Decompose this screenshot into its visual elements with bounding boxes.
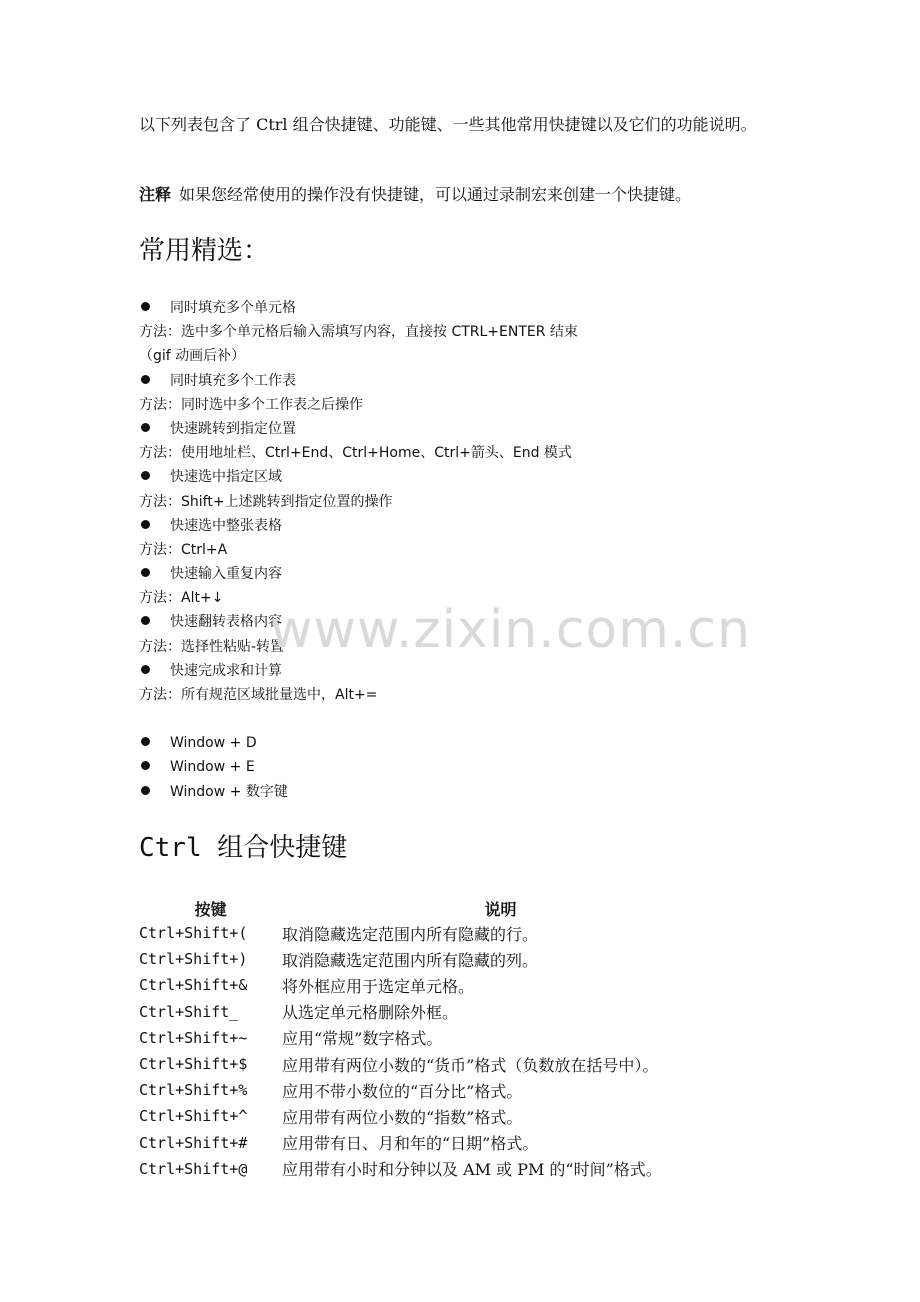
item-text: 方法：Shift+上述跳转到指定位置的操作 (139, 493, 393, 510)
shortcut-description: 应用带有两位小数的“货币”格式（负数放在括号中）。 (282, 1055, 659, 1075)
list-item (139, 562, 839, 586)
shortcut-key: Ctrl+Shift+@ (139, 1159, 248, 1178)
watermark: www.zixin.com.cn (270, 600, 751, 660)
shortcut-key: Ctrl+Shift+$ (139, 1055, 248, 1074)
bullet-icon (141, 423, 150, 432)
shortcut-description: 将外框应用于选定单元格。 (282, 976, 475, 996)
shortcut-description: 应用不带小数位的“百分比”格式。 (282, 1081, 523, 1101)
list-item (139, 731, 839, 755)
list-item (139, 659, 839, 683)
item-text: 快速跳转到指定位置 (170, 420, 296, 437)
item-text: 方法：Alt+↓ (139, 590, 224, 607)
item-text: （gif 动画后补） (139, 348, 246, 365)
intro-paragraph: 以下列表包含了 Ctrl 组合快捷键、功能键、一些其他常用快捷键以及它们的功能说明。 (139, 115, 757, 134)
bullet-icon (141, 786, 150, 795)
ctrl-heading: Ctrl 组合快捷键 (139, 833, 348, 863)
shortcut-key: Ctrl+Shift+% (139, 1081, 248, 1100)
shortcut-description: 应用带有小时和分钟以及 AM 或 PM 的“时间”格式。 (282, 1160, 662, 1180)
item-text: 方法：所有规范区域批量选中，Alt+= (139, 687, 378, 703)
shortcut-description: 应用带有日、月和年的“日期”格式。 (282, 1134, 539, 1154)
list-item (139, 514, 839, 538)
bullet-icon (141, 665, 150, 674)
item-text: 快速输入重复内容 (170, 566, 282, 583)
list-item (139, 344, 839, 368)
list-item (139, 320, 839, 344)
list-item (139, 465, 839, 489)
item-text: 方法：使用地址栏、Ctrl+End、Ctrl+Home、Ctrl+箭头、End 模式 (139, 445, 572, 462)
table-header-row (139, 896, 819, 920)
shortcut-key: Ctrl+Shift+~ (139, 1028, 248, 1047)
bullet-icon (141, 471, 150, 480)
item-text: 同时填充多个工作表 (170, 372, 296, 389)
bullet-icon (141, 761, 150, 770)
list-item (139, 441, 839, 465)
note-text: 如果您经常使用的操作没有快捷键，可以通过录制宏来创建一个快捷键。 (179, 185, 692, 204)
table-row (139, 1156, 819, 1182)
item-text: 方法：Ctrl+A (139, 541, 228, 558)
item-text: 快速翻转表格内容 (170, 614, 282, 631)
table-row (139, 972, 819, 998)
bullet-icon (141, 302, 150, 311)
note-label: 注释 (139, 185, 172, 204)
list-item (139, 393, 839, 417)
list-item (139, 683, 839, 707)
shortcut-key: Ctrl+Shift+& (139, 976, 248, 995)
shortcut-table (139, 896, 819, 1182)
table-row (139, 999, 819, 1025)
bullet-icon (141, 520, 150, 529)
header-description: 说明 (484, 899, 517, 919)
header-key: 按键 (194, 899, 227, 919)
shortcut-description: 取消隐藏选定范围内所有隐藏的行。 (282, 924, 539, 944)
list-item (139, 417, 839, 441)
item-text: 方法：选择性粘贴-转置 (139, 638, 285, 655)
item-text: 快速选中整张表格 (170, 517, 282, 534)
bullet-icon (141, 737, 150, 746)
shortcut-key: Ctrl+Shift+^ (139, 1107, 248, 1126)
item-text: 方法：同时选中多个工作表之后操作 (139, 396, 363, 413)
shortcut-description: 从选定单元格删除外框。 (282, 1003, 459, 1023)
note-paragraph (139, 181, 819, 208)
tips-list (139, 296, 839, 804)
bullet-icon (141, 616, 150, 625)
shortcut-key: Ctrl+Shift_ (139, 1002, 239, 1021)
table-row (139, 920, 819, 946)
list-item (139, 296, 839, 320)
list-item (139, 780, 839, 804)
table-row (139, 1103, 819, 1129)
list-item (139, 610, 839, 634)
table-row (139, 946, 819, 972)
list-item (139, 490, 839, 514)
shortcut-key: Ctrl+Shift+) (139, 950, 248, 969)
list-item (139, 586, 839, 610)
item-text: Window + 数字键 (170, 783, 288, 800)
shortcut-key: Ctrl+Shift+( (139, 924, 248, 943)
item-text: Window + D (170, 735, 257, 752)
list-spacer (139, 707, 839, 731)
bullet-icon (141, 568, 150, 577)
table-row (139, 1025, 819, 1051)
shortcut-description: 应用带有两位小数的“指数”格式。 (282, 1107, 523, 1127)
table-row (139, 1051, 819, 1077)
shortcut-description: 取消隐藏选定范围内所有隐藏的列。 (282, 950, 539, 970)
table-row (139, 1077, 819, 1103)
item-text: 方法：选中多个单元格后输入需填写内容，直接按 CTRL+ENTER 结束 (139, 324, 578, 341)
shortcut-description: 应用“常规”数字格式。 (282, 1029, 443, 1049)
item-text: Window + E (170, 759, 255, 776)
list-item (139, 755, 839, 779)
table-row (139, 1130, 819, 1156)
list-item (139, 538, 839, 562)
item-text: 同时填充多个单元格 (170, 300, 296, 316)
shortcut-key: Ctrl+Shift+# (139, 1133, 248, 1152)
list-item (139, 369, 839, 393)
item-text: 快速完成求和计算 (170, 662, 282, 679)
item-text: 快速选中指定区域 (170, 469, 282, 486)
common-heading: 常用精选： (139, 236, 270, 266)
list-item (139, 635, 839, 659)
bullet-icon (141, 375, 150, 384)
